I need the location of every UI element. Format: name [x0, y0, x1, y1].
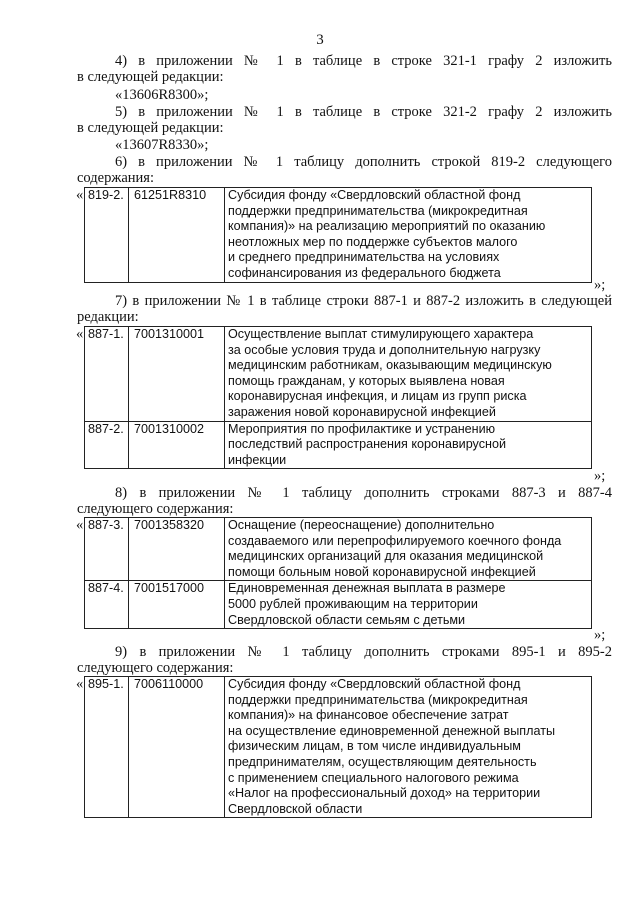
- paragraph-line: следующего содержания:: [77, 501, 234, 517]
- table-row: [85, 421, 592, 469]
- description-line: с применением специального налогового режима: [228, 770, 519, 785]
- description-line: создаваемого или перепрофилируемого коечного фонда: [228, 533, 562, 548]
- description-line: 5000 рублей проживающим на территории: [228, 596, 478, 611]
- row-description: [225, 581, 592, 629]
- quote-close: »;: [594, 468, 606, 484]
- description-line: коронавирусная инфекция, и лицам из групп риска: [228, 389, 527, 404]
- description-line: и среднего предпринимательства на условиях: [228, 250, 500, 265]
- description-line: Субсидия фонду «Свердловский областной фонд: [228, 677, 521, 691]
- row-number: 887-2.: [85, 421, 129, 469]
- paragraph-item-7: [77, 293, 612, 325]
- table-887-1-2: [84, 326, 592, 469]
- description-line: неотложных мер по поддержке субъектов малого: [228, 234, 518, 249]
- description-line: поддержки предпринимательства (микрокредитная: [228, 692, 528, 707]
- row-number: 819-2.: [85, 188, 129, 283]
- description-line: компания)» на финансовое обеспечение затрат: [228, 708, 509, 723]
- row-number: 887-1.: [85, 327, 129, 422]
- table-row: [85, 581, 592, 629]
- quote-open: «: [76, 187, 84, 203]
- description-line: последствий распространения коронавирусной: [228, 437, 506, 452]
- description-line: помощь гражданам, у которых выявлена новая: [228, 373, 505, 388]
- table-row: [85, 518, 592, 581]
- description-line: Единовременная денежная выплата в размере: [228, 581, 506, 596]
- paragraph-line: в следующей редакции:: [77, 69, 224, 85]
- quote-close: »;: [594, 627, 606, 643]
- description-line: физическим лицам, в том числе индивидуальным: [228, 739, 521, 754]
- paragraph-line: 8) в приложении № 1 таблицу дополнить строками 887-3 и 887-4: [115, 485, 612, 501]
- row-code: 7001517000: [129, 581, 225, 629]
- table-row: [85, 677, 592, 818]
- description-line: компания)» на реализацию мероприятий по оказанию: [228, 219, 546, 234]
- description-line: заражения новой коронавирусной инфекцией: [228, 404, 496, 419]
- paragraph-line: 9) в приложении № 1 таблицу дополнить строками 895-1 и 895-2: [115, 644, 612, 660]
- replacement-code: «13607R8330»;: [115, 137, 209, 153]
- description-line: Осуществление выплат стимулирующего характера: [228, 327, 534, 341]
- row-code: 7006110000: [129, 677, 225, 818]
- row-number: 887-3.: [85, 518, 129, 581]
- paragraph-item-4: [77, 53, 612, 85]
- paragraph-line: 4) в приложении № 1 в таблице в строке 321-1 графу 2 изложить: [115, 53, 612, 69]
- row-description: [225, 677, 592, 818]
- quote-open: «: [76, 326, 84, 342]
- paragraph-item-8: [77, 485, 612, 517]
- paragraph-item-5: [77, 104, 612, 136]
- table-887-3-4: [84, 517, 592, 629]
- description-line: медицинских организаций для оказания медицинской: [228, 549, 544, 564]
- paragraph-line: 6) в приложении № 1 таблицу дополнить строкой 819-2 следующего: [115, 154, 612, 170]
- description-line: поддержки предпринимательства (микрокредитная: [228, 203, 528, 218]
- table-819: [84, 187, 592, 283]
- replacement-code: «13606R8300»;: [115, 87, 209, 103]
- row-code: 7001310002: [129, 421, 225, 469]
- description-line: на осуществление единовременной денежной выплаты: [228, 723, 556, 738]
- row-number: 887-4.: [85, 581, 129, 629]
- row-number: 895-1.: [85, 677, 129, 818]
- row-description: [225, 327, 592, 422]
- description-line: Свердловской области семьям с детьми: [228, 612, 466, 627]
- paragraph-line: 7) в приложении № 1 в таблице строки 887-1 и 887-2 изложить в следующей: [115, 293, 612, 309]
- description-line: Мероприятия по профилактике и устранению: [228, 421, 496, 436]
- description-line: медицинским работникам, оказывающим медицинскую: [228, 358, 552, 373]
- description-line: предпринимателям, осуществляющим деятельность: [228, 754, 537, 769]
- page-number: 3: [316, 32, 324, 48]
- row-description: [225, 518, 592, 581]
- paragraph-line: следующего содержания:: [77, 660, 234, 676]
- quote-open: «: [76, 676, 84, 692]
- table-895: [84, 676, 592, 818]
- quote-open: «: [76, 517, 84, 533]
- description-line: помощи больным новой коронавирусной инфекцией: [228, 564, 536, 579]
- description-line: инфекции: [228, 452, 287, 467]
- description-line: «Налог на профессиональный доход» на территории: [228, 786, 541, 801]
- description-line: Субсидия фонду «Свердловский областной фонд: [228, 188, 521, 202]
- description-line: за особые условия труда и дополнительную нагрузку: [228, 342, 541, 357]
- paragraph-line: содержания:: [77, 170, 155, 186]
- paragraph-item-9: [77, 644, 612, 676]
- table-row: [85, 327, 592, 422]
- paragraph-line: редакции:: [77, 309, 139, 325]
- paragraph-line: в следующей редакции:: [77, 120, 224, 136]
- row-code: 61251R8310: [129, 188, 225, 283]
- paragraph-item-6: [77, 154, 612, 186]
- row-code: 7001310001: [129, 327, 225, 422]
- paragraph-line: 5) в приложении № 1 в таблице в строке 321-2 графу 2 изложить: [115, 104, 612, 120]
- quote-close: »;: [594, 277, 606, 293]
- row-description: [225, 421, 592, 469]
- table-row: [85, 188, 592, 283]
- row-description: [225, 188, 592, 283]
- description-line: Оснащение (переоснащение) дополнительно: [228, 518, 495, 532]
- description-line: софинансирования из федерального бюджета: [228, 265, 501, 280]
- row-code: 7001358320: [129, 518, 225, 581]
- description-line: Свердловской области: [228, 801, 363, 816]
